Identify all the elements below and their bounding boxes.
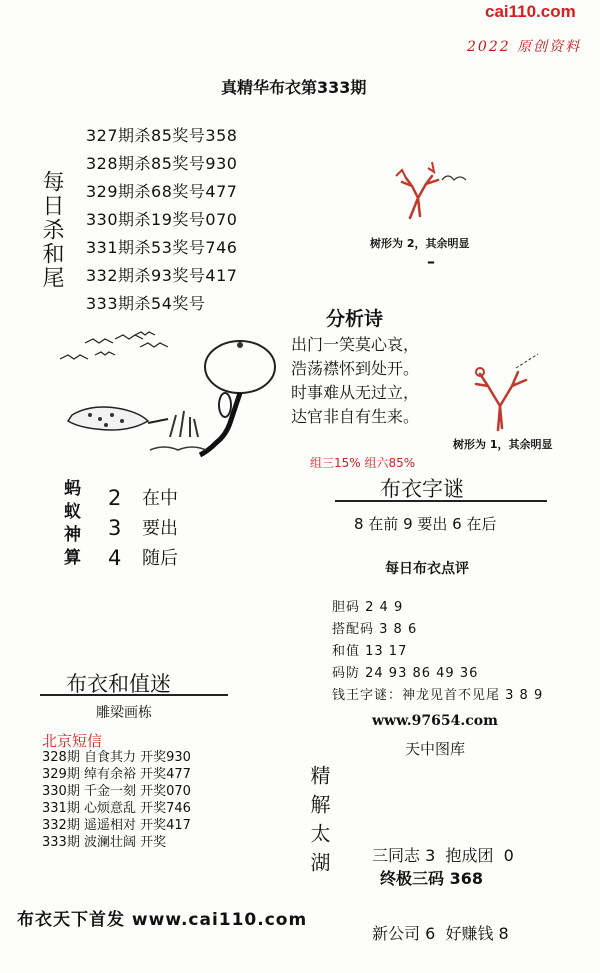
- ant-word: 在中: [142, 488, 178, 509]
- sum-riddle-subtitle: 雕梁画栋: [96, 705, 152, 721]
- sum-riddle-rule: [40, 694, 228, 696]
- ant-words: [142, 484, 178, 574]
- site-name-mid: 天中图库: [405, 740, 466, 758]
- poem-line: 浩荡襟怀到处开。: [291, 359, 420, 378]
- footer-text: 布衣天下首发 www.cai110.com: [17, 910, 308, 930]
- tree-figure-right: [458, 350, 548, 434]
- list-item: 329期杀68奖号477: [86, 182, 238, 201]
- list-item: 327期杀85奖号358: [86, 126, 238, 145]
- list-item: 328期 自食其力 开奖930: [42, 750, 191, 765]
- poem-line: 达官非自有生来。: [291, 407, 420, 426]
- birds-beaver-illustration: [40, 325, 285, 460]
- list-item: 钱王字谜：神龙见首不见尾 3 8 9: [332, 688, 544, 703]
- list-item: 码防 24 93 86 49 36: [332, 666, 479, 681]
- page-title: 真精华布衣第333期: [221, 78, 367, 97]
- daily-kill-list: [86, 122, 237, 318]
- tree-caption-right: 树形为 1，其余明显: [453, 438, 553, 451]
- list-item: 搭配码 3 8 6: [332, 622, 418, 637]
- poem-title: 分析诗: [326, 308, 384, 330]
- list-item: 和值 13 17: [332, 644, 408, 659]
- list-item: 332期 遥遥相对 开奖417: [42, 818, 191, 833]
- list-item: 331期 心烦意乱 开奖746: [42, 801, 191, 816]
- beijing-title: 北京短信: [42, 732, 103, 750]
- precise-line: 新公司 6 好赚钱 8: [372, 924, 509, 943]
- ant-label-char: 神: [64, 525, 81, 545]
- review-list: [332, 597, 543, 707]
- tree-figure-top: [388, 158, 478, 228]
- list-item: 332期杀93奖号417: [86, 266, 238, 285]
- site-url-mid: www.97654.com: [372, 713, 498, 729]
- dash-mark: –: [427, 252, 435, 271]
- header-tagline: 2022 原创资料: [467, 39, 582, 55]
- ant-label-char: 算: [64, 548, 81, 568]
- precise-vertical-title: 精解太湖: [307, 765, 331, 881]
- riddle-text: 8 在前 9 要出 6 在后: [354, 515, 497, 533]
- site-logo: cai110.com: [485, 2, 576, 21]
- ratio-text: 组三15% 组六85%: [310, 456, 416, 470]
- sum-riddle-title: 布衣和值迷: [66, 672, 171, 696]
- ant-word: 要出: [142, 518, 178, 539]
- ant-number: 2: [108, 486, 122, 510]
- list-item: 330期 千金一刻 开奖070: [42, 784, 191, 799]
- list-item: 328期杀85奖号930: [86, 154, 238, 173]
- final-code: 终极三码 368: [380, 869, 483, 888]
- list-item: 329期 绰有余裕 开奖477: [42, 767, 191, 782]
- ant-number: 4: [108, 546, 122, 570]
- poem-line: 出门一笑莫心哀，: [291, 335, 420, 354]
- poem-lines: [291, 333, 419, 429]
- ant-label: [64, 478, 81, 570]
- ant-label-char: 蚁: [64, 502, 81, 522]
- list-item: 胆码 2 4 9: [332, 600, 404, 615]
- beijing-list: [42, 749, 191, 851]
- riddle-title: 布衣字谜: [380, 477, 464, 501]
- poem-line: 时事难从无过立，: [291, 383, 420, 402]
- daily-kill-vertical-title: 每日杀和尾: [39, 170, 64, 290]
- riddle-rule: [335, 500, 547, 502]
- list-item: 330期杀19奖号070: [86, 210, 238, 229]
- tree-caption-top: 树形为 2，其余明显: [370, 237, 470, 250]
- list-item: 333期杀54奖号: [86, 294, 206, 313]
- ant-label-char: 蚂: [64, 479, 81, 499]
- list-item: 333期 波澜壮阔 开奖: [42, 835, 167, 850]
- ant-word: 随后: [142, 548, 178, 569]
- list-item: 331期杀53奖号746: [86, 238, 238, 257]
- precise-line: 三同志 3 抱成团 0: [372, 846, 514, 865]
- ant-number: 3: [108, 516, 122, 540]
- review-subtitle: 每日布衣点评: [385, 561, 469, 577]
- ant-numbers: [108, 483, 121, 573]
